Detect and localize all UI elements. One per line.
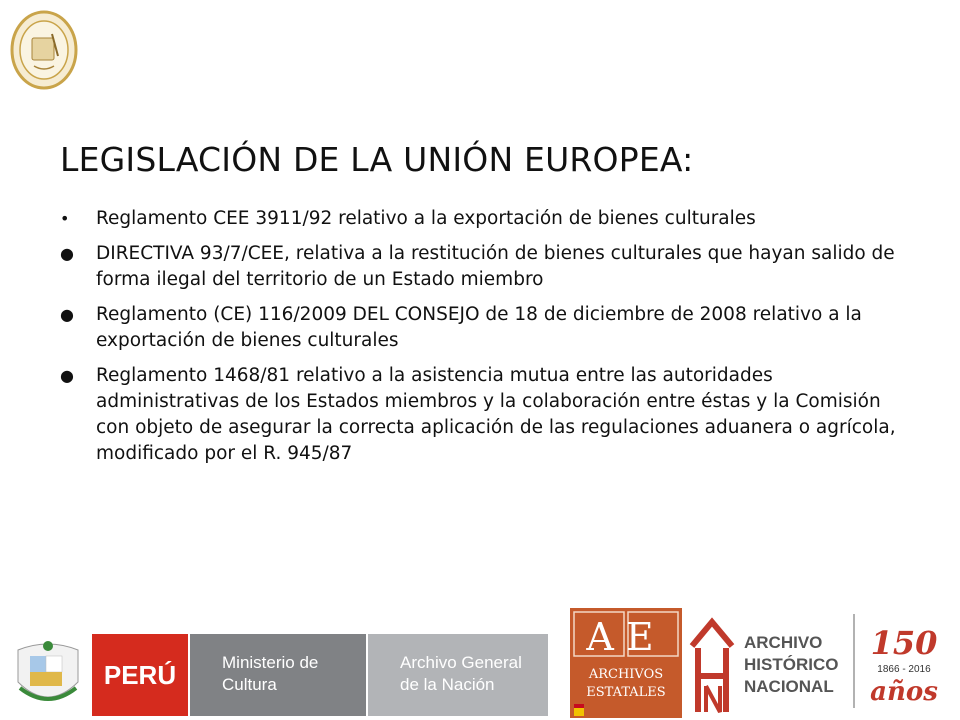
list-item-text: DIRECTIVA 93/7/CEE, relativa a la restitución de bienes culturales que hayan salido de forma ilegal del territorio de un Estado miembro: [96, 243, 895, 290]
anniversary-number: 150: [870, 624, 938, 662]
bullet-icon: •: [60, 209, 70, 228]
list-item-text: Reglamento (CE) 116/2009 DEL CONSEJO de 18 de diciembre de 2008 relativo a la exportación de bienes culturales: [96, 304, 862, 351]
archivos-line2: ESTATALES: [586, 685, 666, 700]
peru-label: PERÚ: [103, 660, 177, 690]
list-item: [60, 206, 910, 232]
list-item-text: Reglamento CEE 3911/92 relativo a la exportación de bienes culturales: [96, 208, 756, 229]
peru-coat-of-arms-icon: [18, 641, 78, 699]
ahn-line2: HISTÓRICO: [744, 655, 839, 674]
ministry-line2: Cultura: [222, 675, 277, 694]
peru-ministry-logo: [8, 632, 548, 718]
anniversary-years: 1866 - 2016: [877, 664, 931, 675]
ministry-line1: Ministerio de: [222, 653, 319, 672]
slide-title: LEGISLACIÓN DE LA UNIÓN EUROPEA:: [60, 140, 694, 180]
list-item-text: Reglamento 1468/81 relativo a la asistencia mutua entre las autoridades administrativas de los Estados miembros y la colaboración entre éstas y la Comisión con objeto de asegurar la correcta aplicación de las regulaciones aduanera o agrícola, modificado por el R. 945/87: [96, 365, 896, 464]
ahn-line1: ARCHIVO: [744, 633, 823, 652]
anniversary-word: años: [870, 677, 938, 707]
ae-letters: AE: [586, 615, 666, 659]
ministry-box: [190, 634, 366, 716]
list-item: [60, 302, 910, 354]
ahn-line3: NACIONAL: [744, 677, 834, 696]
archivos-estatales-logo: [570, 608, 954, 718]
archive-line2: de la Nación: [400, 675, 495, 694]
list-item: [60, 363, 910, 467]
list-item: [60, 241, 910, 293]
bullet-icon: ●: [60, 305, 74, 324]
ahn-monogram-icon: [692, 622, 732, 712]
archivos-line1: ARCHIVOS: [588, 667, 664, 682]
legislation-list: [60, 206, 910, 476]
bullet-icon: ●: [60, 244, 74, 263]
archivo-general-seal-icon: [10, 10, 78, 90]
archive-line1: Archivo General: [400, 653, 522, 672]
bullet-icon: ●: [60, 366, 74, 385]
